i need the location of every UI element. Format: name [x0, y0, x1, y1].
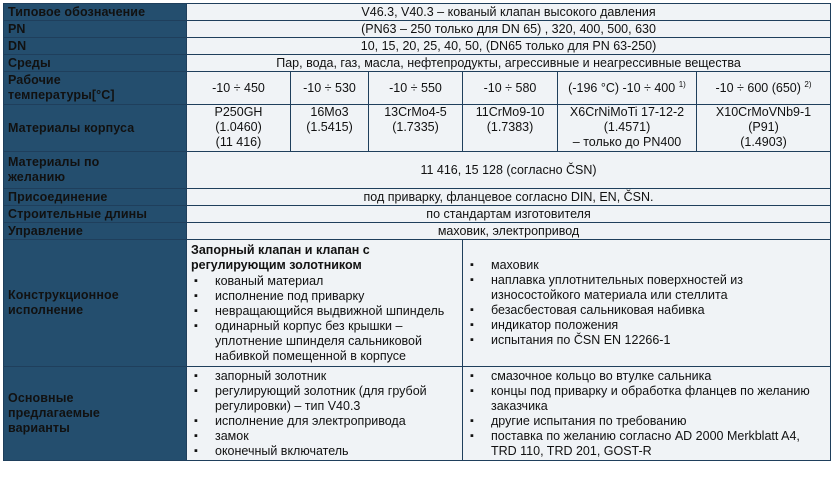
footnote-marker: 2)	[804, 79, 812, 89]
list-item: ▪ невращающийся выдвижной шпиндель	[191, 304, 458, 319]
temperature-cell	[291, 72, 369, 105]
label-control: Управление	[4, 223, 187, 240]
material-cell	[463, 105, 558, 152]
temperature-cell	[697, 72, 831, 105]
list-item: ▪ оконечный включатель	[191, 444, 458, 459]
material-number: (1.4903)	[740, 135, 787, 149]
temperature-cell	[187, 72, 291, 105]
value-optional-materials: 11 416, 15 128 (согласно ČSN)	[187, 152, 831, 189]
design-left-column	[187, 240, 463, 367]
label-variants-line2: предлагаемые	[8, 406, 100, 420]
label-variants	[4, 367, 187, 461]
list-item: ▪ кованый материал	[191, 274, 458, 289]
material-cell	[697, 105, 831, 152]
label-media: Среды	[4, 55, 187, 72]
material-number: (1.7335)	[392, 120, 439, 134]
temperature-value: -10 ÷ 530	[303, 80, 356, 95]
design-right-list	[467, 258, 826, 348]
row-variants	[4, 367, 831, 461]
row-temperature	[4, 72, 831, 105]
list-item: ▪ наплавка уплотнительных поверхностей из износостойкого материала или стеллита	[467, 273, 826, 303]
label-lengths: Строительные длины	[4, 206, 187, 223]
row-control	[4, 223, 831, 240]
label-design-line2: исполнение	[8, 303, 84, 317]
row-connection	[4, 189, 831, 206]
temperature-cell	[369, 72, 463, 105]
list-item: ▪ смазочное кольцо во втулке сальника	[467, 369, 826, 384]
design-left-title: Запорный клапан и клапан с регулирующим золотником	[191, 242, 370, 272]
row-dn	[4, 38, 831, 55]
row-optional-materials	[4, 152, 831, 189]
value-connection: под приварку, фланцевое согласно DIN, EN, ČSN.	[187, 189, 831, 206]
value-designation: V46.3, V40.3 – кованый клапан высокого давления	[187, 4, 831, 21]
list-item: ▪ другие испытания по требованию	[467, 414, 826, 429]
material-grade: X6CrNiMoTi 17-12-2	[569, 105, 685, 119]
list-item: ▪ испытания по ČSN EN 12266-1	[467, 333, 826, 348]
value-dn: 10, 15, 20, 25, 40, 50, (DN65 только для PN 63-250)	[187, 38, 831, 55]
material-cell	[558, 105, 697, 152]
temperature-value: -10 ÷ 450	[212, 80, 265, 95]
label-dn: DN	[4, 38, 187, 55]
row-design	[4, 240, 831, 367]
material-number: (1.4571)	[603, 120, 651, 134]
label-design	[4, 240, 187, 367]
label-variants-line1: Основные	[8, 391, 74, 405]
label-variants-line3: варианты	[8, 421, 70, 435]
list-item: ▪ индикатор положения	[467, 318, 826, 333]
design-left-list	[191, 274, 458, 364]
material-csn: (11 416)	[215, 135, 262, 149]
label-materials: Материалы корпуса	[4, 105, 187, 152]
list-item: ▪ маховик	[467, 258, 826, 273]
row-designation	[4, 4, 831, 21]
value-lengths: по стандартам изготовителя	[187, 206, 831, 223]
valve-spec-table	[3, 3, 831, 461]
value-pn: (PN63 – 250 только для DN 65) , 320, 400, 500, 630	[187, 21, 831, 38]
label-designation: Типовое обозначение	[4, 4, 187, 21]
temperature-value: -10 ÷ 600 (650)	[715, 80, 801, 95]
variants-right-column	[463, 367, 831, 461]
list-item: ▪ регулирующий золотник (для грубой регулировки) – тип V40.3	[191, 384, 458, 414]
material-cell	[369, 105, 463, 152]
material-designation: (P91)	[748, 120, 779, 134]
list-item: ▪ исполнение для электропривода	[191, 414, 458, 429]
temperature-cell	[558, 72, 697, 105]
label-design-line1: Конструкционное	[8, 288, 119, 302]
variants-left-list	[191, 369, 458, 459]
label-optional-materials-line1: Материалы по	[8, 155, 100, 169]
material-grade: X10CrMoVNb9-1	[715, 105, 812, 119]
material-number: (1.7383)	[486, 120, 534, 134]
label-temperature-line1: Рабочие	[8, 73, 61, 87]
row-pn	[4, 21, 831, 38]
temperature-cell	[463, 72, 558, 105]
label-optional-materials-line2: желанию	[8, 170, 66, 184]
list-item: ▪ замок	[191, 429, 458, 444]
list-item: ▪ концы под приварку и обработка фланцев по желанию заказчика	[467, 384, 826, 414]
material-grade: 13CrMo4-5	[384, 105, 447, 119]
label-temperature	[4, 72, 187, 105]
label-pn: PN	[4, 21, 187, 38]
material-grade: 16Mo3	[310, 105, 349, 119]
material-grade: 11CrMo9-10	[475, 105, 545, 119]
list-item: ▪ исполнение под приварку	[191, 289, 458, 304]
footnote-marker: 1)	[678, 79, 686, 89]
label-optional-materials	[4, 152, 187, 189]
label-temperature-line2: температуры[°C]	[8, 88, 115, 102]
material-cell	[187, 105, 291, 152]
material-number: (1.5415)	[306, 120, 353, 134]
row-lengths	[4, 206, 831, 223]
label-connection: Присоединение	[4, 189, 187, 206]
temperature-value: -10 ÷ 580	[483, 80, 537, 95]
material-grade: P250GH	[214, 105, 263, 119]
material-cell	[291, 105, 369, 152]
value-media: Пар, вода, газ, масла, нефтепродукты, агрессивные и неагрессивные вещества	[187, 55, 831, 72]
material-note: – только до PN400	[572, 135, 682, 149]
list-item: ▪ безасбестовая сальниковая набивка	[467, 303, 826, 318]
design-right-column	[463, 240, 831, 367]
temperature-value: -10 ÷ 550	[389, 80, 442, 95]
list-item: ▪ поставка по желанию согласно AD 2000 Merkblatt A4, TRD 110, TRD 201, GOST-R	[467, 429, 826, 459]
temperature-value: (-196 °C) -10 ÷ 400	[568, 80, 676, 95]
variants-right-list	[467, 369, 826, 459]
material-number: (1.0460)	[215, 120, 262, 134]
row-materials	[4, 105, 831, 152]
list-item: ▪ запорный золотник	[191, 369, 458, 384]
variants-left-column	[187, 367, 463, 461]
value-control: маховик, электропривод	[187, 223, 831, 240]
row-media	[4, 55, 831, 72]
list-item: ▪ одинарный корпус без крышки – уплотнение шпинделя сальниковой набивкой помещенной в корпусе	[191, 319, 458, 364]
